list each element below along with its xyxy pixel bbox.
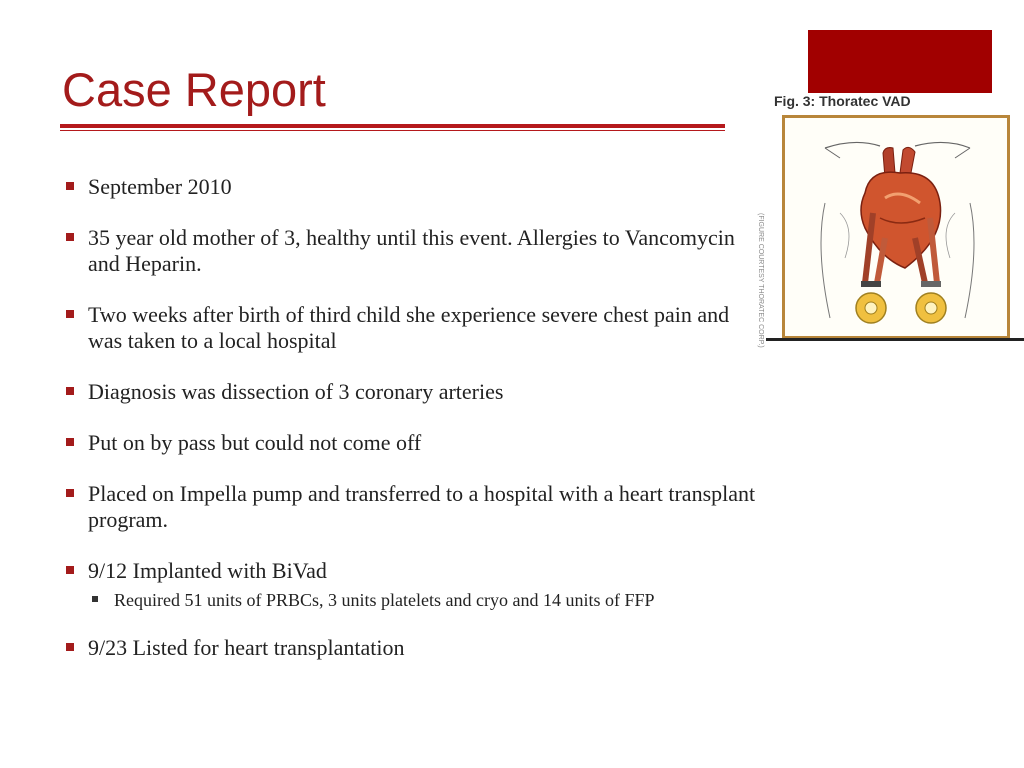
- bullet-marker: [66, 182, 74, 190]
- left-torso-outline: [821, 203, 830, 318]
- right-shoulder-line: [955, 148, 970, 158]
- figure-credit: (FIGURE COURTESY THORATEC CORP.): [757, 213, 764, 348]
- figure-base-line: [766, 338, 1024, 341]
- right-rib-line: [946, 213, 955, 258]
- title-underline-thin: [60, 130, 725, 131]
- bullet-item: [64, 430, 764, 456]
- slide-title: Case Report: [62, 63, 326, 116]
- heart-vad-illustration: [785, 118, 1007, 336]
- bullet-item: [64, 558, 764, 610]
- right-clavicle-line: [915, 142, 970, 148]
- sub-bullet-text: Required 51 units of PRBCs, 3 units platelets and cryo and 14 units of FFP: [114, 590, 655, 610]
- bullet-text: September 2010: [88, 174, 232, 199]
- bullet-item: [64, 379, 764, 405]
- sub-bullet-list: [88, 590, 764, 610]
- left-clavicle-line: [825, 142, 880, 148]
- bullet-item: [64, 174, 764, 200]
- connector-2: [921, 281, 941, 287]
- bullet-marker: [66, 233, 74, 241]
- connector-1: [861, 281, 881, 287]
- right-pump-core: [925, 302, 937, 314]
- title-underline-thick: [60, 124, 725, 128]
- accent-block: [808, 30, 992, 93]
- bullet-marker: [66, 438, 74, 446]
- bullet-item: [64, 481, 764, 533]
- thoratec-vad-figure: [757, 93, 1024, 348]
- bullet-text: Placed on Impella pump and transferred to a hospital with a heart transplant program.: [88, 481, 756, 532]
- figure-frame: [782, 115, 1010, 339]
- bullet-text: 9/12 Implanted with BiVad: [88, 558, 327, 583]
- bullet-item: [64, 635, 764, 661]
- bullet-text: 9/23 Listed for heart transplantation: [88, 635, 405, 660]
- left-shoulder-line: [825, 148, 840, 158]
- bullet-text: Two weeks after birth of third child she experience severe chest pain and was taken to a local hospital: [88, 302, 730, 353]
- bullet-marker: [66, 310, 74, 318]
- figure-caption: Fig. 3: Thoratec VAD: [774, 93, 911, 109]
- bullet-item: [64, 225, 764, 277]
- bullet-marker: [66, 643, 74, 651]
- sub-bullet-item: [90, 590, 764, 610]
- left-rib-line: [840, 213, 849, 258]
- bullet-marker: [66, 387, 74, 395]
- left-pump-core: [865, 302, 877, 314]
- sub-bullet-marker: [92, 596, 98, 602]
- bullet-text: Diagnosis was dissection of 3 coronary arteries: [88, 379, 504, 404]
- bullet-list: [64, 174, 764, 686]
- bullet-text: Put on by pass but could not come off: [88, 430, 422, 455]
- bullet-marker: [66, 489, 74, 497]
- bullet-item: [64, 302, 764, 354]
- right-torso-outline: [965, 203, 974, 318]
- bullet-marker: [66, 566, 74, 574]
- bullet-text: 35 year old mother of 3, healthy until this event. Allergies to Vancomycin and Heparin.: [88, 225, 735, 276]
